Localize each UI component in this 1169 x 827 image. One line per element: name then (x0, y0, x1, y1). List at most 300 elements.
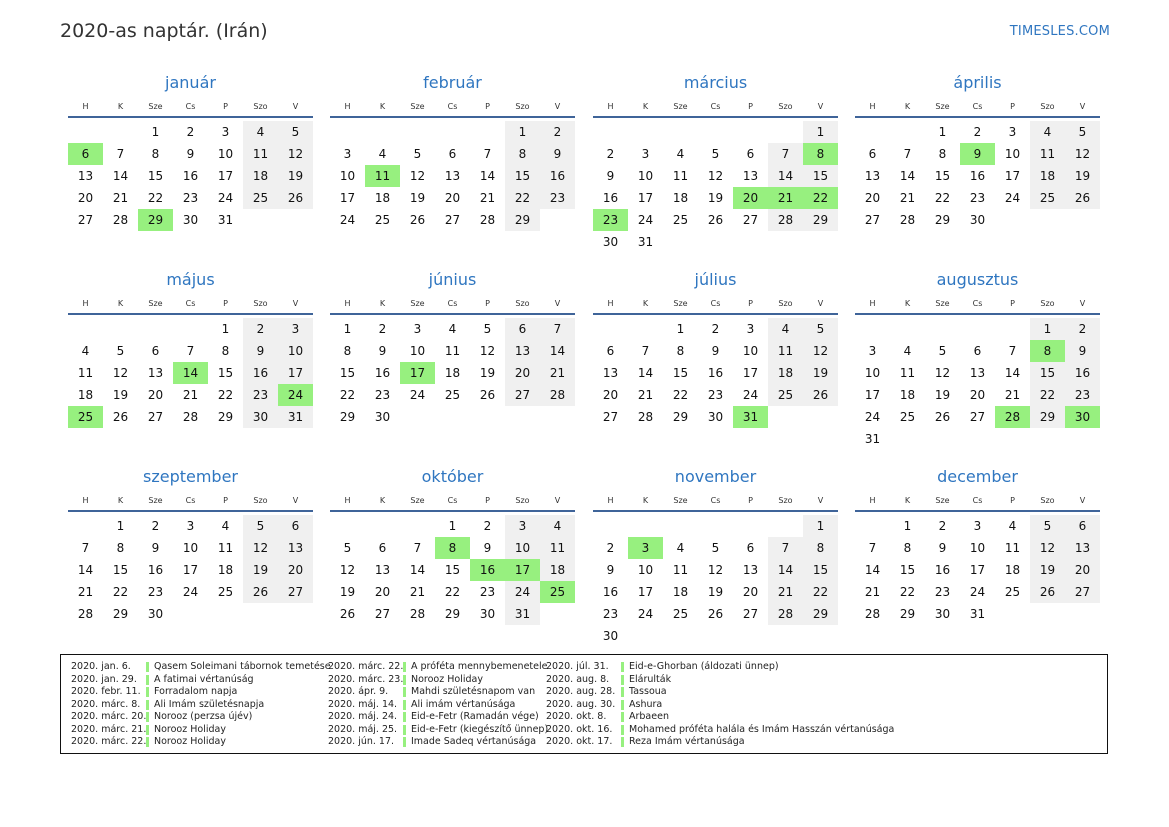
day-cell: 2 (483, 519, 492, 533)
week-row (593, 537, 838, 559)
day-cell: 14 (899, 169, 916, 183)
day-cell: 12 (1030, 537, 1065, 559)
day-cell: 30 (1065, 406, 1100, 428)
week-row (593, 318, 838, 340)
holiday-entry (328, 711, 548, 724)
holiday-marker (621, 725, 624, 735)
weekday-label: Cs (185, 101, 196, 111)
weekday-label: Sze (673, 298, 688, 308)
day-cell: 14 (1004, 366, 1021, 380)
weekday-label: Cs (447, 101, 458, 111)
day-cell: 30 (243, 406, 278, 428)
day-cell: 9 (186, 147, 195, 161)
weekday-label: H (344, 495, 351, 505)
empty-cell (855, 318, 890, 340)
empty-cell (890, 318, 925, 340)
month-name: augusztus (936, 270, 1019, 289)
day-cell: 8 (803, 143, 838, 165)
weekday-header (855, 293, 1100, 313)
day-cell: 26 (409, 213, 426, 227)
day-cell: 28 (768, 209, 803, 231)
day-cell: 21 (409, 585, 426, 599)
empty-cell (960, 428, 995, 450)
weekday-label: H (82, 101, 89, 111)
day-cell: 26 (112, 410, 129, 424)
day-cell: 13 (147, 366, 164, 380)
day-cell: 3 (505, 515, 540, 537)
day-cell: 8 (803, 537, 838, 559)
holiday-name: Elárulták (629, 673, 672, 685)
day-cell: 4 (903, 344, 912, 358)
day-cell: 6 (973, 344, 982, 358)
holiday-marker (146, 662, 149, 672)
empty-cell (365, 121, 400, 143)
divider (330, 116, 575, 118)
day-cell: 7 (1008, 344, 1017, 358)
holiday-entry (546, 736, 894, 749)
day-cell: 4 (221, 519, 230, 533)
day-cell: 13 (742, 563, 759, 577)
day-cell: 16 (540, 165, 575, 187)
empty-cell (68, 121, 103, 143)
day-cell: 7 (768, 537, 803, 559)
holiday-name: Arbaeen (629, 711, 669, 722)
day-cell: 7 (540, 318, 575, 340)
day-cell: 19 (479, 366, 496, 380)
empty-cell (855, 121, 890, 143)
holiday-marker (621, 675, 624, 685)
holiday-name: Ali imám vértanúsága (411, 698, 516, 710)
day-cell: 10 (637, 563, 654, 577)
empty-cell (103, 318, 138, 340)
week-row (68, 340, 313, 362)
holiday-date: 2020. aug. 8. (546, 673, 610, 685)
site-link[interactable]: TIMESLES.COM (1009, 24, 1110, 39)
day-cell: 16 (182, 169, 199, 183)
week-row (855, 428, 1100, 450)
week-row (330, 384, 575, 406)
day-cell: 10 (182, 541, 199, 555)
day-cell: 16 (374, 366, 391, 380)
day-cell: 22 (803, 581, 838, 603)
empty-cell (593, 121, 628, 143)
day-cell: 3 (746, 322, 755, 336)
day-cell: 1 (505, 121, 540, 143)
weekday-header (855, 96, 1100, 116)
weekday-label: V (817, 495, 824, 505)
week-row (330, 362, 575, 384)
month-2 (593, 72, 838, 253)
week-row (855, 603, 1100, 625)
empty-cell (173, 603, 208, 625)
holiday-entry (546, 661, 894, 674)
day-cell: 5 (278, 121, 313, 143)
day-cell: 2 (151, 519, 160, 533)
week-row (593, 384, 838, 406)
holiday-marker (403, 712, 406, 722)
day-cell: 30 (182, 213, 199, 227)
day-cell: 22 (339, 388, 356, 402)
empty-cell (663, 121, 698, 143)
holiday-name: A próféta mennybemenetele (411, 661, 548, 672)
divider (593, 313, 838, 315)
week-row (593, 165, 838, 187)
empty-cell (68, 515, 103, 537)
day-cell: 27 (1065, 581, 1100, 603)
day-cell: 6 (448, 147, 457, 161)
week-row (68, 537, 313, 559)
day-cell: 13 (505, 340, 540, 362)
holiday-column (546, 661, 894, 749)
day-cell: 30 (479, 607, 496, 621)
day-cell: 20 (444, 191, 461, 205)
weekday-label: K (379, 298, 386, 308)
day-cell: 5 (343, 541, 352, 555)
day-cell: 1 (343, 322, 352, 336)
holiday-entry (71, 724, 331, 737)
day-cell: 28 (479, 213, 496, 227)
day-cell: 6 (746, 541, 755, 555)
holiday-date: 2020. okt. 8. (546, 711, 607, 722)
weekday-label: K (642, 495, 649, 505)
day-cell: 5 (116, 344, 125, 358)
day-cell: 28 (540, 384, 575, 406)
weekday-label: P (1010, 495, 1015, 505)
day-cell: 23 (540, 187, 575, 209)
divider (330, 510, 575, 512)
empty-cell (243, 603, 278, 625)
weekday-label: H (607, 495, 614, 505)
day-cell: 16 (934, 563, 951, 577)
empty-cell (540, 406, 575, 428)
week-row (330, 143, 575, 165)
weekday-label: V (1079, 298, 1086, 308)
day-cell: 15 (444, 563, 461, 577)
day-cell: 23 (147, 585, 164, 599)
day-cell: 2 (540, 121, 575, 143)
day-cell: 24 (409, 388, 426, 402)
day-cell: 2 (606, 541, 615, 555)
day-cell: 2 (1065, 318, 1100, 340)
weekday-label: P (748, 101, 753, 111)
holiday-entry (71, 736, 331, 749)
weekday-label: Szo (515, 101, 530, 111)
day-cell: 27 (77, 213, 94, 227)
weekday-label: Szo (1040, 101, 1055, 111)
day-cell: 13 (374, 563, 391, 577)
day-cell: 17 (182, 563, 199, 577)
empty-cell (435, 406, 470, 428)
day-cell: 28 (899, 213, 916, 227)
holiday-date: 2020. máj. 14. (328, 698, 398, 710)
week-row (330, 165, 575, 187)
holiday-marker (146, 675, 149, 685)
weekday-label: H (344, 101, 351, 111)
holiday-name: Norooz Holiday (411, 673, 483, 685)
day-cell: 13 (444, 169, 461, 183)
weekday-label: Sze (935, 298, 950, 308)
empty-cell (1030, 603, 1065, 625)
day-cell: 12 (707, 563, 724, 577)
day-cell: 11 (899, 366, 916, 380)
holiday-marker (403, 725, 406, 735)
day-cell: 19 (803, 362, 838, 384)
holiday-list (60, 654, 1108, 754)
day-cell: 19 (707, 585, 724, 599)
day-cell: 13 (864, 169, 881, 183)
day-cell: 16 (147, 563, 164, 577)
day-cell: 14 (768, 165, 803, 187)
day-cell: 11 (540, 537, 575, 559)
weekday-label: P (485, 298, 490, 308)
month-name: november (674, 467, 757, 486)
week-row (330, 209, 575, 231)
week-row (593, 603, 838, 625)
week-row (68, 515, 313, 537)
holiday-entry (328, 674, 548, 687)
empty-cell (540, 209, 575, 231)
day-cell: 12 (409, 169, 426, 183)
divider (593, 116, 838, 118)
week-row (330, 406, 575, 428)
week-row (593, 406, 838, 428)
holiday-entry (546, 724, 894, 737)
empty-cell (400, 121, 435, 143)
weekday-label: P (223, 495, 228, 505)
day-cell: 12 (339, 563, 356, 577)
day-cell: 3 (186, 519, 195, 533)
day-cell: 22 (217, 388, 234, 402)
week-row (68, 121, 313, 143)
day-cell: 1 (803, 515, 838, 537)
day-cell: 16 (969, 169, 986, 183)
week-row (330, 559, 575, 581)
holiday-name: Forradalom napja (154, 686, 238, 697)
weekday-label: Sze (148, 495, 163, 505)
day-cell: 20 (147, 388, 164, 402)
week-row (68, 384, 313, 406)
week-row (855, 362, 1100, 384)
divider (593, 510, 838, 512)
holiday-date: 2020. jan. 29. (71, 673, 137, 685)
day-cell: 27 (864, 213, 881, 227)
holiday-column (328, 661, 548, 749)
day-cell: 28 (637, 410, 654, 424)
day-cell: 1 (676, 322, 685, 336)
empty-cell (768, 625, 803, 647)
day-cell: 1 (116, 519, 125, 533)
day-cell: 1 (938, 125, 947, 139)
day-cell: 11 (243, 143, 278, 165)
weekday-label: K (379, 101, 386, 111)
day-cell: 25 (444, 388, 461, 402)
day-cell: 22 (934, 191, 951, 205)
week-row (593, 121, 838, 143)
day-cell: 19 (339, 585, 356, 599)
day-cell: 29 (444, 607, 461, 621)
week-row (330, 603, 575, 625)
day-cell: 24 (217, 191, 234, 205)
day-cell: 30 (602, 629, 619, 643)
week-row (330, 340, 575, 362)
day-cell: 7 (868, 541, 877, 555)
holiday-entry (71, 711, 331, 724)
day-cell: 25 (217, 585, 234, 599)
day-cell: 21 (864, 585, 881, 599)
divider (68, 116, 313, 118)
day-cell: 15 (339, 366, 356, 380)
empty-cell (768, 406, 803, 428)
day-cell: 9 (606, 169, 615, 183)
empty-cell (593, 515, 628, 537)
week-row (855, 340, 1100, 362)
weekday-header (330, 293, 575, 313)
weekday-label: Cs (710, 101, 721, 111)
day-cell: 31 (637, 235, 654, 249)
day-cell: 25 (672, 607, 689, 621)
holiday-date: 2020. aug. 30. (546, 698, 616, 710)
day-cell: 19 (707, 191, 724, 205)
holiday-marker (403, 700, 406, 710)
day-cell: 29 (934, 213, 951, 227)
day-cell: 16 (1065, 362, 1100, 384)
empty-cell (698, 515, 733, 537)
weekday-header (68, 490, 313, 510)
day-cell: 29 (1030, 406, 1065, 428)
day-cell: 28 (409, 607, 426, 621)
day-cell: 23 (1065, 384, 1100, 406)
day-cell: 10 (505, 537, 540, 559)
day-cell: 9 (1065, 340, 1100, 362)
weekday-label: H (869, 298, 876, 308)
day-cell: 20 (602, 388, 619, 402)
day-cell: 20 (1065, 559, 1100, 581)
day-cell: 12 (1065, 143, 1100, 165)
weekday-label: P (223, 101, 228, 111)
day-cell: 26 (707, 213, 724, 227)
day-cell: 5 (1065, 121, 1100, 143)
holiday-name: Qasem Soleimani tábornok temetése (154, 661, 331, 672)
week-row (855, 581, 1100, 603)
day-cell: 4 (768, 318, 803, 340)
empty-cell (663, 231, 698, 253)
holiday-marker (621, 712, 624, 722)
day-cell: 4 (676, 147, 685, 161)
day-cell: 25 (374, 213, 391, 227)
weekday-label: P (485, 495, 490, 505)
day-cell: 11 (77, 366, 94, 380)
week-row (855, 165, 1100, 187)
weekday-header (593, 96, 838, 116)
day-cell: 27 (278, 581, 313, 603)
day-cell: 19 (278, 165, 313, 187)
day-cell: 3 (221, 125, 230, 139)
day-cell: 10 (278, 340, 313, 362)
week-row (68, 165, 313, 187)
weekday-label: K (904, 495, 911, 505)
day-cell: 10 (217, 147, 234, 161)
month-11 (855, 466, 1100, 625)
day-cell: 5 (243, 515, 278, 537)
holiday-date: 2020. júl. 31. (546, 661, 609, 672)
weekday-label: Sze (410, 495, 425, 505)
day-cell: 3 (868, 344, 877, 358)
week-row (593, 340, 838, 362)
week-row (593, 209, 838, 231)
day-cell: 7 (413, 541, 422, 555)
day-cell: 29 (899, 607, 916, 621)
week-row (855, 537, 1100, 559)
empty-cell (400, 406, 435, 428)
day-cell: 19 (1065, 165, 1100, 187)
day-cell: 9 (483, 541, 492, 555)
empty-cell (628, 515, 663, 537)
day-cell: 5 (938, 344, 947, 358)
holiday-date: 2020. máj. 25. (328, 723, 398, 735)
day-cell: 3 (413, 322, 422, 336)
day-cell: 27 (505, 384, 540, 406)
day-cell: 16 (243, 362, 278, 384)
day-cell: 26 (707, 607, 724, 621)
weekday-label: K (117, 101, 124, 111)
empty-cell (890, 428, 925, 450)
holiday-marker (621, 662, 624, 672)
month-name: január (165, 73, 216, 92)
empty-cell (960, 318, 995, 340)
weekday-label: Cs (710, 495, 721, 505)
week-row (593, 581, 838, 603)
day-cell: 18 (374, 191, 391, 205)
day-cell: 31 (217, 213, 234, 227)
day-cell: 1 (903, 519, 912, 533)
day-cell: 22 (147, 191, 164, 205)
day-cell: 29 (217, 410, 234, 424)
holiday-entry (546, 711, 894, 724)
weekday-label: H (869, 101, 876, 111)
week-row (855, 318, 1100, 340)
day-cell: 19 (112, 388, 129, 402)
day-cell: 28 (77, 607, 94, 621)
day-cell: 26 (934, 410, 951, 424)
holiday-name: Eid-e-Fetr (Ramadán vége) (411, 711, 539, 722)
weekday-label: V (554, 298, 561, 308)
day-cell: 8 (221, 344, 230, 358)
holiday-name: Norooz Holiday (154, 723, 226, 735)
weekday-label: V (292, 495, 299, 505)
day-cell: 5 (1030, 515, 1065, 537)
day-cell: 9 (151, 541, 160, 555)
week-row (68, 143, 313, 165)
weekday-label: K (904, 298, 911, 308)
empty-cell (330, 121, 365, 143)
divider (68, 510, 313, 512)
weekday-label: Cs (447, 298, 458, 308)
day-cell: 12 (479, 344, 496, 358)
holiday-date: 2020. jún. 17. (328, 736, 395, 747)
day-cell: 12 (707, 169, 724, 183)
day-cell: 14 (479, 169, 496, 183)
day-cell: 8 (116, 541, 125, 555)
day-cell: 9 (606, 563, 615, 577)
day-cell: 4 (81, 344, 90, 358)
day-cell: 13 (602, 366, 619, 380)
week-row (593, 362, 838, 384)
day-cell: 2 (606, 147, 615, 161)
day-cell: 23 (934, 585, 951, 599)
month-4 (68, 269, 313, 428)
month-name: július (694, 270, 737, 289)
day-cell: 7 (81, 541, 90, 555)
